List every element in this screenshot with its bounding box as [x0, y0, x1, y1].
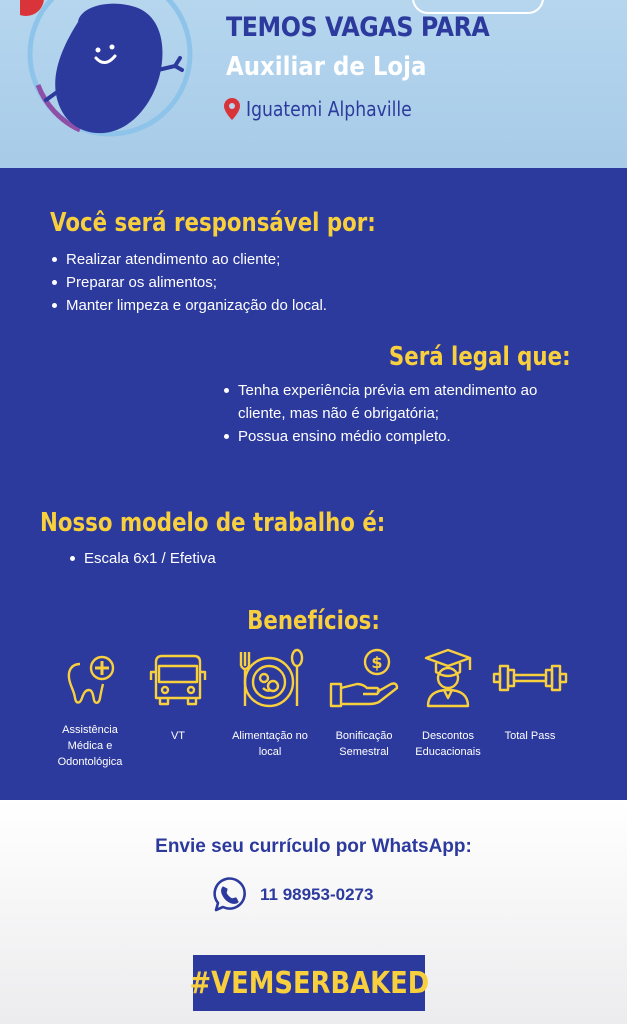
list-item: Possua ensino médio completo.: [224, 425, 584, 448]
benefit-education: [404, 646, 492, 758]
meal-plate-icon: [233, 646, 307, 710]
benefit-label: Bonificação Semestral: [335, 730, 393, 758]
hand-coin-icon: [327, 646, 401, 710]
location-text: Iguatemi Alphaville: [246, 97, 412, 121]
tooth-plus-icon: [58, 646, 122, 710]
benefit-label: Total Pass: [504, 730, 556, 742]
benefit-vt: [134, 646, 222, 742]
whatsapp-phone-icon: [210, 876, 248, 914]
benefit-health: [46, 646, 134, 768]
list-item: Realizar atendimento ao cliente;: [52, 248, 572, 271]
phone-row: [210, 876, 373, 914]
hashtag-banner: [189, 955, 429, 1011]
responsibilities-list: [52, 248, 572, 317]
benefits-title: Benefícios:: [247, 606, 380, 636]
job-details: [0, 168, 627, 800]
list-item: Preparar os alimentos;: [52, 271, 572, 294]
list-item: Escala 6x1 / Efetiva: [70, 547, 370, 570]
work-model-title: Nosso modelo de trabalho é:: [40, 508, 386, 538]
header-role: Auxiliar de Loja: [226, 52, 427, 82]
benefit-label: VT: [170, 730, 186, 742]
nice-to-have-title: Será legal que:: [389, 342, 571, 372]
contact-footer: [0, 800, 627, 1024]
bus-icon: [146, 646, 210, 710]
list-item: Tenha experiência prévia em atendimento ao cliente, mas não é obrigatória;: [224, 379, 584, 425]
responsibilities-title: Você será responsável por:: [50, 208, 376, 238]
graduate-icon: [416, 646, 480, 710]
benefit-label: Alimentação no local: [232, 730, 308, 758]
whatsapp-cta: Envie seu currículo por WhatsApp:: [155, 836, 472, 857]
phone-number: 11 98953-0273: [260, 885, 374, 904]
benefit-bonus: [320, 646, 408, 758]
location-pin-icon: [224, 98, 240, 120]
work-model-list: [70, 547, 370, 570]
header-title: TEMOS VAGAS PARA: [226, 12, 490, 43]
benefit-total-pass: [486, 646, 574, 742]
benefit-label: Descontos Educacionais: [415, 730, 481, 758]
benefit-meal: [226, 646, 314, 758]
dumbbell-icon: [490, 646, 570, 710]
header-banner: [0, 0, 627, 168]
hashtag-text: #VEMSERBAKED: [189, 965, 429, 1001]
header-location: [224, 97, 439, 121]
list-item: Manter limpeza e organização do local.: [52, 294, 572, 317]
mascot-icon: [20, 0, 215, 140]
nice-to-have-list: [224, 379, 584, 448]
svg-text:$: $: [371, 653, 383, 672]
benefit-label: Assistência Médica e Odontológica: [57, 724, 123, 768]
